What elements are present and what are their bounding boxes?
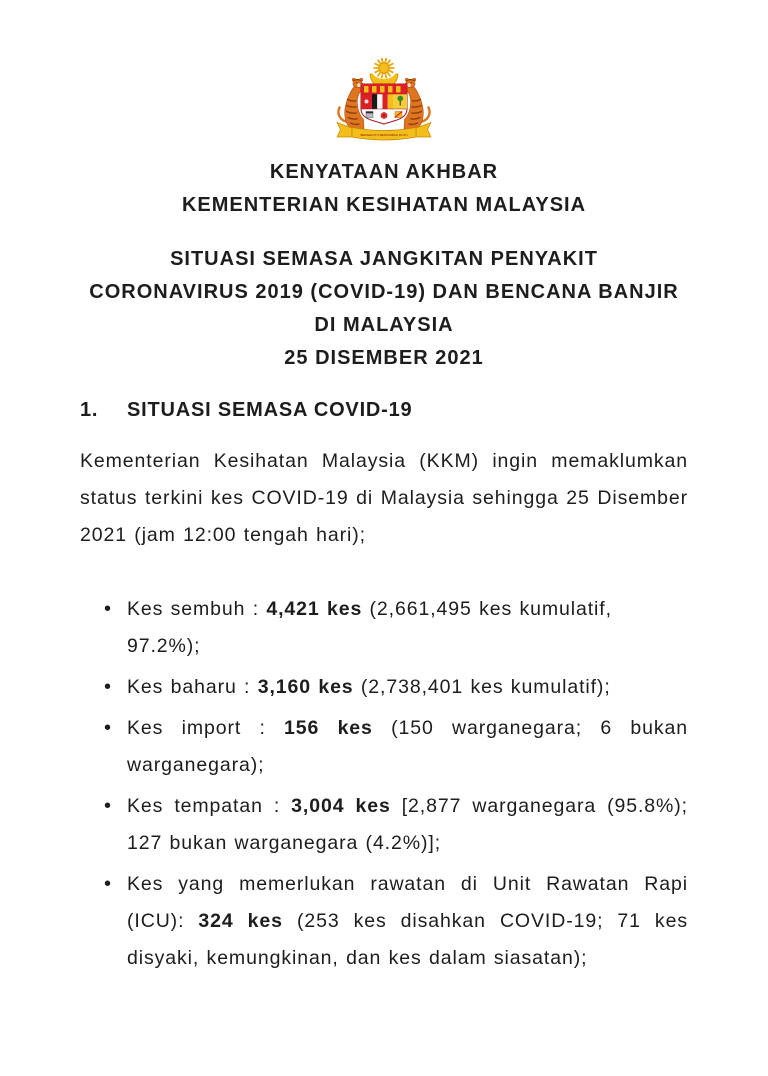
bullet-item <box>80 866 688 977</box>
text-line <box>127 669 688 706</box>
bullet-item <box>80 591 688 665</box>
press-statement-label: KENYATAAN AKHBAR <box>269 161 499 183</box>
text-line <box>127 710 688 747</box>
text-line <box>127 866 688 903</box>
bullet-text <box>127 669 688 706</box>
text-line <box>127 747 688 784</box>
bold-stat: 4,421 kes <box>266 598 363 620</box>
bullet-marker: • <box>104 676 112 698</box>
text-line <box>127 940 688 977</box>
bullet-item <box>80 669 688 706</box>
intro-paragraph <box>80 443 688 554</box>
bullet-marker: • <box>104 873 112 895</box>
text-line <box>127 825 688 862</box>
bullet-text <box>127 788 688 862</box>
text-line <box>127 591 688 665</box>
text-line <box>80 480 688 517</box>
bullet-text <box>127 866 688 977</box>
text-segment: Kes sembuh : <box>127 598 267 620</box>
motto-text: BERSEKUTU BERTAMBAH MUTU <box>360 133 408 138</box>
document-title-line: SITUASI SEMASA JANGKITAN PENYAKIT <box>170 248 598 270</box>
coat-of-arms-logo <box>314 58 454 150</box>
bullet-text <box>127 591 688 665</box>
text-segment: status terkini kes COVID-19 di Malaysia sehingga 25 Disember <box>80 487 688 509</box>
text-segment: 127 bukan warganegara (4.2%)]; <box>127 832 442 854</box>
document-title <box>80 243 688 375</box>
bullet-marker: • <box>104 598 112 620</box>
text-segment: (2,661,495 kes kumulatif, 97.2%); <box>127 598 612 657</box>
bold-stat: 324 kes <box>198 910 283 932</box>
bullet-item <box>80 788 688 862</box>
text-segment: (ICU): <box>127 910 199 932</box>
bold-stat: 3,004 kes <box>291 795 391 817</box>
document-title-line: DI MALAYSIA <box>314 314 454 336</box>
shield-icon <box>361 84 407 124</box>
ministry-name: KEMENTERIAN KESIHATAN MALAYSIA <box>181 194 587 216</box>
bullet-marker: • <box>104 795 112 817</box>
text-segment: Kes import : <box>127 717 285 739</box>
bold-stat: 156 kes <box>284 717 373 739</box>
text-segment: disyaki, kemungkinan, dan kes dalam siasatan); <box>127 947 588 969</box>
text-segment: [2,877 warganegara (95.8%); <box>390 795 688 817</box>
bullet-item <box>80 710 688 784</box>
document-title-line: CORONAVIRUS 2019 (COVID-19) DAN BENCANA BANJIR <box>89 281 679 303</box>
bullet-marker: • <box>104 717 112 739</box>
section-heading-text: SITUASI SEMASA COVID-19 <box>127 399 413 421</box>
text-line <box>127 788 688 825</box>
bullet-text <box>127 710 688 784</box>
section-heading <box>80 398 688 422</box>
tiger-left-icon <box>338 78 364 129</box>
document-date-line: 25 DISEMBER 2021 <box>284 347 484 369</box>
text-line <box>127 903 688 940</box>
text-segment: (253 kes disahkan COVID-19; 71 kes <box>282 910 688 932</box>
text-segment: warganegara); <box>127 754 265 776</box>
text-segment: 2021 (jam 12:00 tengah hari); <box>80 524 366 546</box>
bold-stat: 3,160 kes <box>257 676 354 698</box>
jata-negara-svg <box>314 58 454 150</box>
text-segment: Kes tempatan : <box>127 795 292 817</box>
text-segment: Kementerian Kesihatan Malaysia (KKM) ingin memaklumkan <box>80 450 688 472</box>
text-segment: Kes yang memerlukan rawatan di Unit Rawatan Rapi <box>127 873 688 895</box>
text-line <box>80 517 688 554</box>
tiger-right-icon <box>404 78 430 129</box>
text-segment: Kes baharu : <box>127 676 258 698</box>
section-number: 1. <box>80 399 99 421</box>
text-segment: (2,738,401 kes kumulatif); <box>353 676 611 698</box>
document-header <box>80 156 688 222</box>
text-line <box>80 443 688 480</box>
text-segment: (150 warganegara; 6 bukan <box>372 717 688 739</box>
bullet-list <box>80 591 688 977</box>
